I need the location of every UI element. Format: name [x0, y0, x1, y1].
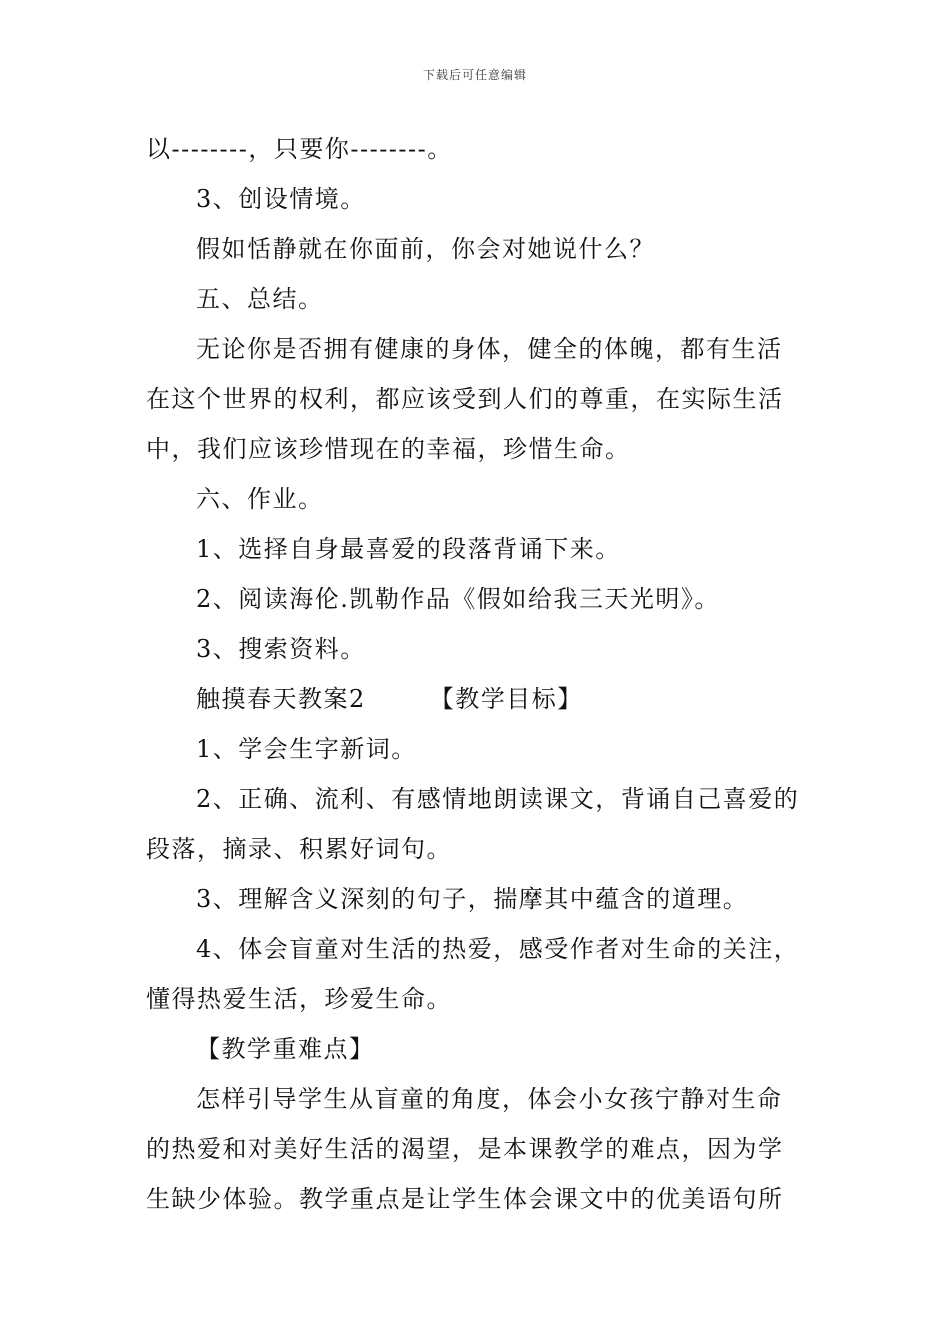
- paragraph-continuation: 以--------，只要你--------。: [146, 135, 453, 163]
- section-heading-homework: 六、作业。: [196, 485, 324, 513]
- goal-item-1: 1、学会生字新词。: [196, 735, 417, 763]
- teaching-goals-heading: 【教学目标】: [429, 685, 583, 713]
- goal-item-3: 3、理解含义深刻的句子，揣摩其中蕴含的道理。: [196, 885, 749, 913]
- homework-item-1: 1、选择自身最喜爱的段落背诵下来。: [196, 535, 621, 563]
- paragraph-question: 假如恬静就在你面前，你会对她说什么？: [196, 235, 655, 263]
- goal-item-4: 4、体会盲童对生活的热爱，感受作者对生命的关注，懂得热爱生活，珍爱生命。: [146, 935, 800, 1013]
- paragraph-key-difficulty: 怎样引导学生从盲童的角度，体会小女孩宁静对生命的热爱和对美好生活的渴望，是本课教学的难点，因为学生缺少体验。教学重点是让学生体会课文中的优美语句所: [146, 1085, 784, 1213]
- page-header: 下载后可任意编辑: [422, 68, 527, 82]
- homework-item-3: 3、搜索资料。: [196, 635, 366, 663]
- goal-item-2: 2、正确、流利、有感情地朗读课文，背诵自己喜爱的段落，摘录、积累好词句。: [146, 785, 800, 863]
- homework-item-2: 2、阅读海伦.凯勒作品《假如给我三天光明》。: [196, 585, 720, 613]
- paragraph-summary: 无论你是否拥有健康的身体，健全的体魄，都有生活在这个世界的权利，都应该受到人们的尊重，在实际生活中，我们应该珍惜现在的幸福，珍惜生命。: [146, 335, 784, 463]
- lesson-plan-title-line: [146, 674, 806, 724]
- section-heading-summary: 五、总结。: [196, 285, 324, 313]
- key-difficulty-heading: 【教学重难点】: [196, 1035, 375, 1063]
- paragraph-step-3: 3、创设情境。: [196, 185, 366, 213]
- lesson-plan-title: 触摸春天教案2: [196, 685, 366, 713]
- document-body: [146, 124, 806, 1224]
